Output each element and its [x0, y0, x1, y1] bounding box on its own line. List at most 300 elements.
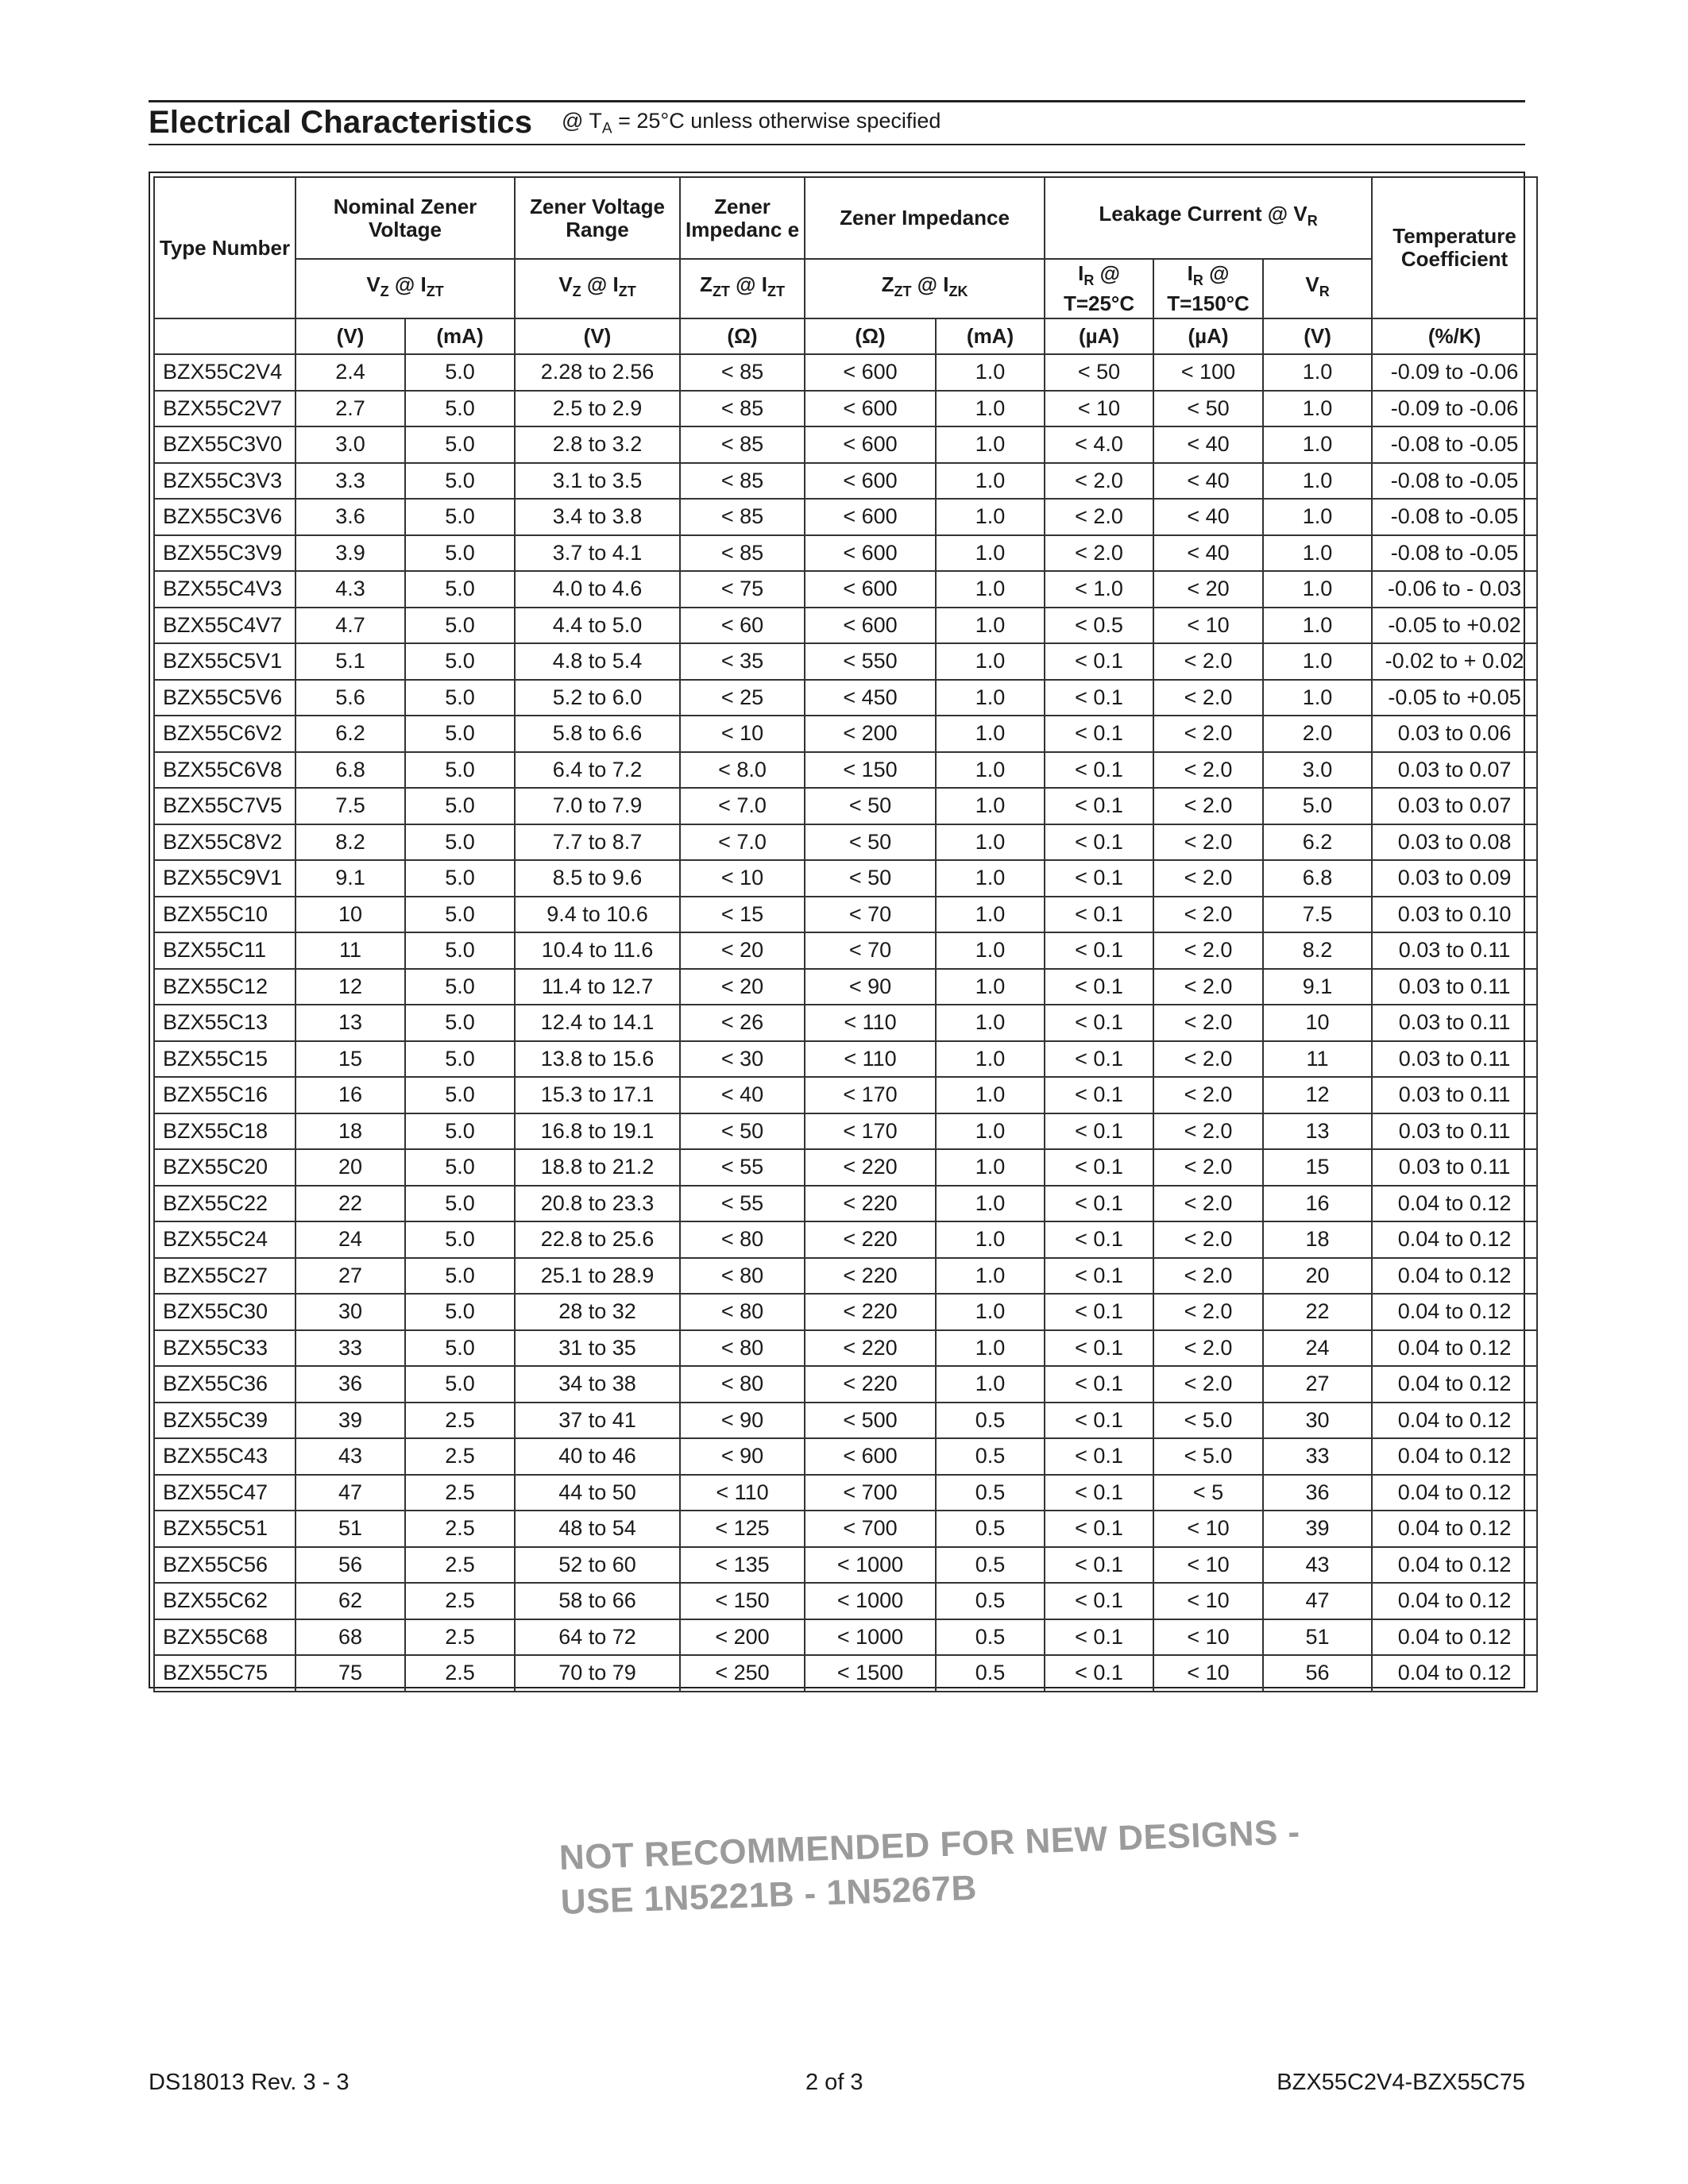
table-cell: < 20	[680, 969, 805, 1005]
table-cell: < 2.0	[1153, 824, 1263, 861]
table-cell: < 30	[680, 1041, 805, 1078]
type-number-cell: BZX55C6V2	[154, 716, 295, 752]
table-cell: 27	[1263, 1366, 1372, 1403]
table-cell: -0.08 to -0.05	[1372, 426, 1537, 463]
table-cell: < 0.1	[1045, 897, 1153, 933]
table-cell: 5.0	[405, 1186, 515, 1222]
table-cell: 5.0	[405, 499, 515, 535]
table-cell: 1.0	[936, 391, 1045, 427]
table-cell: < 40	[1153, 463, 1263, 500]
table-cell: 1.0	[936, 1186, 1045, 1222]
type-number-cell: BZX55C51	[154, 1511, 295, 1547]
table-cell: < 25	[680, 680, 805, 716]
subheader-zzt-izt: $Z_{ZT}$ @ $I_{ZT}$	[680, 259, 805, 318]
type-number-cell: BZX55C5V6	[154, 680, 295, 716]
table-cell: < 2.0	[1153, 897, 1263, 933]
table-cell: 2.5 to 2.9	[515, 391, 680, 427]
header-zener-impedance-izk: Zener Impedance	[805, 177, 1045, 259]
table-cell: < 0.1	[1045, 752, 1153, 789]
type-number-cell: BZX55C3V6	[154, 499, 295, 535]
type-number-cell: BZX55C11	[154, 932, 295, 969]
type-number-cell: BZX55C18	[154, 1113, 295, 1150]
type-number-cell: BZX55C15	[154, 1041, 295, 1078]
table-cell: < 10	[680, 860, 805, 897]
unit-cell: (V)	[295, 318, 405, 354]
table-cell: 8.5 to 9.6	[515, 860, 680, 897]
table-row	[154, 463, 1537, 500]
table-cell: 0.04 to 0.12	[1372, 1583, 1537, 1619]
table-cell: 1.0	[1263, 391, 1372, 427]
table-cell: < 2.0	[1153, 752, 1263, 789]
table-cell: < 7.0	[680, 824, 805, 861]
table-cell: 56	[1263, 1655, 1372, 1692]
table-cell: < 50	[805, 860, 936, 897]
table-cell: 62	[295, 1583, 405, 1619]
table-cell: < 220	[805, 1366, 936, 1403]
table-cell: 0.03 to 0.10	[1372, 897, 1537, 933]
table-cell: 15.3 to 17.1	[515, 1077, 680, 1113]
table-cell: 68	[295, 1619, 405, 1656]
table-cell: < 2.0	[1045, 499, 1153, 535]
table-cell: 0.03 to 0.08	[1372, 824, 1537, 861]
table-cell: 12.4 to 14.1	[515, 1005, 680, 1041]
table-cell: 10	[295, 897, 405, 933]
subheader-ir-25c: $I_R$ @ T=25°C	[1045, 259, 1153, 318]
table-cell: < 220	[805, 1258, 936, 1295]
not-recommended-watermark	[558, 1810, 1303, 1924]
type-number-cell: BZX55C24	[154, 1221, 295, 1258]
table-cell: < 40	[1153, 499, 1263, 535]
table-row	[154, 752, 1537, 789]
type-number-cell: BZX55C33	[154, 1330, 295, 1367]
table-cell: < 135	[680, 1547, 805, 1584]
table-cell: 13	[1263, 1113, 1372, 1150]
table-cell: 1.0	[936, 499, 1045, 535]
table-cell: 5.0	[405, 788, 515, 824]
table-cell: < 700	[805, 1511, 936, 1547]
table-cell: 5.0	[405, 969, 515, 1005]
table-cell: < 0.1	[1045, 680, 1153, 716]
subheader-ir-150c: $I_R$ @ T=150°C	[1153, 259, 1263, 318]
table-cell: < 60	[680, 608, 805, 644]
header-zener-voltage-range: Zener Voltage Range	[515, 177, 680, 259]
table-cell: < 110	[680, 1475, 805, 1511]
table-cell: -0.05 to +0.05	[1372, 680, 1537, 716]
subheader-vz-izt-range: $V_Z$ @ $I_{ZT}$	[515, 259, 680, 318]
table-row	[154, 1475, 1537, 1511]
table-cell: < 40	[680, 1077, 805, 1113]
table-cell: 1.0	[936, 860, 1045, 897]
table-cell: < 450	[805, 680, 936, 716]
table-cell: 3.0	[1263, 752, 1372, 789]
table-cell: 31 to 35	[515, 1330, 680, 1367]
table-cell: 1.0	[936, 426, 1045, 463]
table-cell: 2.5	[405, 1511, 515, 1547]
table-row	[154, 1366, 1537, 1403]
table-cell: < 10	[1153, 1547, 1263, 1584]
table-cell: < 2.0	[1153, 932, 1263, 969]
footer-page-number: 2 of 3	[805, 2070, 863, 2095]
type-number-cell: BZX55C75	[154, 1655, 295, 1692]
table-cell: < 600	[805, 426, 936, 463]
table-cell: 5.0	[405, 1149, 515, 1186]
table-row	[154, 1438, 1537, 1475]
table-cell: 2.8 to 3.2	[515, 426, 680, 463]
table-cell: 7.0 to 7.9	[515, 788, 680, 824]
table-cell: 1.0	[1263, 608, 1372, 644]
table-cell: 0.03 to 0.11	[1372, 1149, 1537, 1186]
table-cell: < 150	[680, 1583, 805, 1619]
table-cell: < 0.1	[1045, 1221, 1153, 1258]
table-row	[154, 1221, 1537, 1258]
type-number-cell: BZX55C43	[154, 1438, 295, 1475]
type-number-cell: BZX55C5V1	[154, 643, 295, 680]
table-cell: 5.2 to 6.0	[515, 680, 680, 716]
page-title: Electrical Characteristics	[149, 105, 533, 140]
table-row	[154, 571, 1537, 608]
table-cell: < 0.1	[1045, 1366, 1153, 1403]
subheader-vr: $V_R$	[1263, 259, 1372, 318]
table-cell: 1.0	[936, 535, 1045, 572]
table-cell: < 220	[805, 1221, 936, 1258]
type-number-cell: BZX55C10	[154, 897, 295, 933]
units-blank	[154, 318, 295, 354]
table-cell: < 600	[805, 608, 936, 644]
table-cell: < 1.0	[1045, 571, 1153, 608]
header-zener-impedance-izt: Zener Impedanc e	[680, 177, 805, 259]
table-cell: 11	[295, 932, 405, 969]
table-cell: 5.8 to 6.6	[515, 716, 680, 752]
table-cell: < 125	[680, 1511, 805, 1547]
table-cell: 4.4 to 5.0	[515, 608, 680, 644]
unit-cell: (mA)	[405, 318, 515, 354]
unit-cell: (µA)	[1153, 318, 1263, 354]
table-cell: < 90	[680, 1403, 805, 1439]
table-cell: 1.0	[1263, 463, 1372, 500]
type-number-cell: BZX55C6V8	[154, 752, 295, 789]
table-cell: 10	[1263, 1005, 1372, 1041]
table-cell: 6.8	[295, 752, 405, 789]
table-row	[154, 391, 1537, 427]
watermark-line-1: NOT RECOMMENDED FOR NEW DESIGNS -	[558, 1812, 1301, 1877]
table-row	[154, 608, 1537, 644]
table-cell: 3.6	[295, 499, 405, 535]
header-nominal-zener-voltage: Nominal Zener Voltage	[295, 177, 515, 259]
table-cell: < 2.0	[1153, 1258, 1263, 1295]
table-cell: < 0.1	[1045, 1005, 1153, 1041]
table-cell: < 2.0	[1153, 1330, 1263, 1367]
table-cell: < 10	[1045, 391, 1153, 427]
table-cell: 0.03 to 0.11	[1372, 1005, 1537, 1041]
type-number-cell: BZX55C20	[154, 1149, 295, 1186]
table-cell: < 2.0	[1153, 1077, 1263, 1113]
table-cell: 64 to 72	[515, 1619, 680, 1656]
table-cell: 2.0	[1263, 716, 1372, 752]
table-cell: < 2.0	[1153, 643, 1263, 680]
table-cell: < 40	[1153, 426, 1263, 463]
table-cell: 0.04 to 0.12	[1372, 1438, 1537, 1475]
table-cell: < 2.0	[1153, 969, 1263, 1005]
header-temperature-coefficient: Temperature Coefficient	[1372, 177, 1537, 318]
table-cell: 58 to 66	[515, 1583, 680, 1619]
table-cell: 1.0	[936, 1005, 1045, 1041]
type-number-cell: BZX55C3V0	[154, 426, 295, 463]
table-cell: 3.4 to 3.8	[515, 499, 680, 535]
table-cell: 22	[295, 1186, 405, 1222]
footer-doc-number: DS18013 Rev. 3 - 3	[149, 2070, 350, 2095]
unit-cell: (%/K)	[1372, 318, 1537, 354]
table-row	[154, 897, 1537, 933]
table-cell: 70 to 79	[515, 1655, 680, 1692]
table-cell: < 50	[805, 788, 936, 824]
table-cell: 51	[295, 1511, 405, 1547]
table-cell: 1.0	[936, 716, 1045, 752]
type-number-cell: BZX55C4V7	[154, 608, 295, 644]
table-cell: < 55	[680, 1186, 805, 1222]
table-cell: < 35	[680, 643, 805, 680]
table-cell: -0.05 to +0.02	[1372, 608, 1537, 644]
table-cell: 5.0	[405, 391, 515, 427]
table-cell: 5.0	[405, 463, 515, 500]
type-number-cell: BZX55C9V1	[154, 860, 295, 897]
table-cell: < 0.1	[1045, 1077, 1153, 1113]
table-cell: 27	[295, 1258, 405, 1295]
table-cell: 1.0	[936, 1294, 1045, 1330]
table-cell: < 0.1	[1045, 969, 1153, 1005]
table-cell: 12	[295, 969, 405, 1005]
table-row	[154, 680, 1537, 716]
table-row	[154, 1077, 1537, 1113]
table-cell: 7.7 to 8.7	[515, 824, 680, 861]
table-cell: < 5.0	[1153, 1403, 1263, 1439]
table-cell: 56	[295, 1547, 405, 1584]
table-cell: 11	[1263, 1041, 1372, 1078]
table-cell: 36	[295, 1366, 405, 1403]
table-cell: 2.5	[405, 1547, 515, 1584]
table-cell: 1.0	[936, 1221, 1045, 1258]
table-cell: 1.0	[936, 1077, 1045, 1113]
table-row	[154, 354, 1537, 391]
table-cell: 5.0	[405, 1366, 515, 1403]
table-cell: < 2.0	[1153, 860, 1263, 897]
table-cell: 5.0	[405, 1294, 515, 1330]
table-cell: 2.5	[405, 1619, 515, 1656]
table-cell: 5.0	[405, 680, 515, 716]
table-cell: < 2.0	[1153, 788, 1263, 824]
table-cell: 6.2	[1263, 824, 1372, 861]
header-type-number: Type Number	[154, 177, 295, 318]
table-cell: < 50	[805, 824, 936, 861]
table-cell: < 20	[1153, 571, 1263, 608]
table-row	[154, 643, 1537, 680]
table-cell: 5.0	[405, 1221, 515, 1258]
electrical-characteristics-table	[149, 172, 1525, 1688]
table-cell: < 55	[680, 1149, 805, 1186]
table-cell: < 600	[805, 391, 936, 427]
table-cell: 52 to 60	[515, 1547, 680, 1584]
table-cell: < 0.1	[1045, 932, 1153, 969]
table-cell: 0.03 to 0.11	[1372, 1041, 1537, 1078]
table-cell: 28 to 32	[515, 1294, 680, 1330]
table-cell: < 10	[1153, 1511, 1263, 1547]
table-cell: 9.1	[295, 860, 405, 897]
table-row	[154, 1583, 1537, 1619]
table-cell: < 5	[1153, 1475, 1263, 1511]
table-cell: 44 to 50	[515, 1475, 680, 1511]
table-cell: 5.0	[405, 426, 515, 463]
table-cell: 30	[295, 1294, 405, 1330]
table-row	[154, 1547, 1537, 1584]
table-cell: 1.0	[936, 1330, 1045, 1367]
table-cell: 8.2	[1263, 932, 1372, 969]
table-cell: < 85	[680, 499, 805, 535]
table-cell: 0.03 to 0.07	[1372, 752, 1537, 789]
table-cell: < 10	[1153, 1619, 1263, 1656]
table-cell: < 4.0	[1045, 426, 1153, 463]
table-cell: < 2.0	[1045, 463, 1153, 500]
table-cell: 0.03 to 0.07	[1372, 788, 1537, 824]
unit-cell: (V)	[515, 318, 680, 354]
type-number-cell: BZX55C12	[154, 969, 295, 1005]
table-cell: < 170	[805, 1113, 936, 1150]
table-cell: 13	[295, 1005, 405, 1041]
table-cell: 15	[1263, 1149, 1372, 1186]
table-cell: 0.04 to 0.12	[1372, 1186, 1537, 1222]
type-number-cell: BZX55C22	[154, 1186, 295, 1222]
table-cell: < 2.0	[1153, 680, 1263, 716]
table-cell: 4.3	[295, 571, 405, 608]
table-cell: < 50	[1153, 391, 1263, 427]
table-cell: 5.0	[405, 1041, 515, 1078]
table-cell: 0.5	[936, 1619, 1045, 1656]
unit-cell: (mA)	[936, 318, 1045, 354]
table-row	[154, 860, 1537, 897]
unit-cell: (V)	[1263, 318, 1372, 354]
table-row	[154, 1113, 1537, 1150]
table-cell: 1.0	[936, 1366, 1045, 1403]
table-cell: 5.0	[405, 608, 515, 644]
table-cell: 5.0	[1263, 788, 1372, 824]
table-cell: < 90	[805, 969, 936, 1005]
table-cell: 1.0	[1263, 354, 1372, 391]
type-number-cell: BZX55C2V7	[154, 391, 295, 427]
table-cell: 10.4 to 11.6	[515, 932, 680, 969]
table-cell: < 200	[805, 716, 936, 752]
table-row	[154, 426, 1537, 463]
subheader-vz-izt-nominal: $V_Z$ @ $I_{ZT}$	[295, 259, 515, 318]
table-cell: 15	[295, 1041, 405, 1078]
table-cell: 2.5	[405, 1655, 515, 1692]
table-row	[154, 535, 1537, 572]
table-cell: < 220	[805, 1294, 936, 1330]
type-number-cell: BZX55C36	[154, 1366, 295, 1403]
type-number-cell: BZX55C56	[154, 1547, 295, 1584]
table-cell: < 550	[805, 643, 936, 680]
type-number-cell: BZX55C30	[154, 1294, 295, 1330]
table-cell: 9.1	[1263, 969, 1372, 1005]
table-cell: < 7.0	[680, 788, 805, 824]
table-cell: < 0.1	[1045, 860, 1153, 897]
table-cell: 0.04 to 0.12	[1372, 1511, 1537, 1547]
table-row	[154, 1403, 1537, 1439]
table-cell: < 26	[680, 1005, 805, 1041]
table-cell: < 220	[805, 1330, 936, 1367]
table-cell: 3.7 to 4.1	[515, 535, 680, 572]
table-cell: 51	[1263, 1619, 1372, 1656]
table-cell: 1.0	[936, 680, 1045, 716]
table-cell: 39	[1263, 1511, 1372, 1547]
table-cell: 16	[1263, 1186, 1372, 1222]
table-cell: < 200	[680, 1619, 805, 1656]
table-cell: < 2.0	[1153, 716, 1263, 752]
table-cell: 18.8 to 21.2	[515, 1149, 680, 1186]
table-cell: 6.2	[295, 716, 405, 752]
table-row	[154, 969, 1537, 1005]
table-cell: 8.2	[295, 824, 405, 861]
table-cell: 0.04 to 0.12	[1372, 1366, 1537, 1403]
table-cell: < 10	[1153, 1583, 1263, 1619]
table-cell: 1.0	[936, 969, 1045, 1005]
table-cell: < 2.0	[1153, 1294, 1263, 1330]
table-cell: 4.7	[295, 608, 405, 644]
table-cell: -0.09 to -0.06	[1372, 354, 1537, 391]
table-cell: < 110	[805, 1005, 936, 1041]
table-cell: < 600	[805, 1438, 936, 1475]
table-cell: 5.6	[295, 680, 405, 716]
table-row	[154, 716, 1537, 752]
header-leakage-current: Leakage Current @ $V_R$	[1045, 177, 1372, 259]
table-row	[154, 788, 1537, 824]
table-cell: 0.03 to 0.06	[1372, 716, 1537, 752]
table-cell: 1.0	[936, 463, 1045, 500]
table-cell: 1.0	[1263, 643, 1372, 680]
type-number-cell: BZX55C47	[154, 1475, 295, 1511]
table-cell: < 50	[1045, 354, 1153, 391]
table-cell: < 1000	[805, 1619, 936, 1656]
table-cell: 5.0	[405, 932, 515, 969]
table-cell: 1.0	[1263, 571, 1372, 608]
table-row	[154, 1186, 1537, 1222]
table-cell: < 0.1	[1045, 1438, 1153, 1475]
table-cell: < 0.1	[1045, 1186, 1153, 1222]
table-cell: < 220	[805, 1149, 936, 1186]
table-cell: 1.0	[936, 788, 1045, 824]
table-cell: < 0.1	[1045, 1547, 1153, 1584]
table-cell: 5.0	[405, 535, 515, 572]
table-cell: 34 to 38	[515, 1366, 680, 1403]
table-cell: 5.0	[405, 860, 515, 897]
table-cell: < 250	[680, 1655, 805, 1692]
table-cell: < 80	[680, 1258, 805, 1295]
type-number-cell: BZX55C39	[154, 1403, 295, 1439]
table-cell: 0.04 to 0.12	[1372, 1547, 1537, 1584]
table-row	[154, 1655, 1537, 1692]
table-cell: 1.0	[936, 1113, 1045, 1150]
table-cell: < 20	[680, 932, 805, 969]
table-cell: 0.04 to 0.12	[1372, 1655, 1537, 1692]
table-cell: 5.0	[405, 716, 515, 752]
table-cell: 24	[1263, 1330, 1372, 1367]
table-cell: 43	[1263, 1547, 1372, 1584]
table-cell: 43	[295, 1438, 405, 1475]
table-cell: 13.8 to 15.6	[515, 1041, 680, 1078]
table-cell: 2.5	[405, 1475, 515, 1511]
table-cell: 1.0	[936, 608, 1045, 644]
table-cell: < 8.0	[680, 752, 805, 789]
table-cell: < 2.0	[1153, 1113, 1263, 1150]
table-cell: < 2.0	[1153, 1186, 1263, 1222]
table-row	[154, 1511, 1537, 1547]
